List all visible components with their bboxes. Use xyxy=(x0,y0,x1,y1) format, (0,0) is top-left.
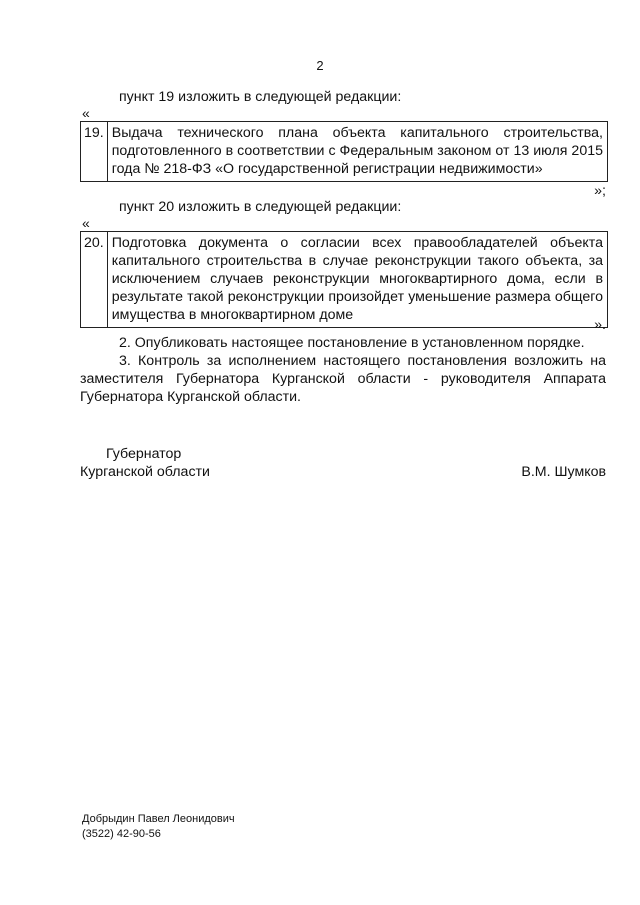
contact-phone: (3522) 42-90-56 xyxy=(82,828,161,840)
item-20-table xyxy=(80,231,608,328)
page-number: 2 xyxy=(316,58,324,73)
item-19-number: 19. xyxy=(81,122,108,182)
paragraph-2: 2. Опубликовать настоящее постановление в установленном порядке. xyxy=(119,335,585,351)
signature-title-line1: Губернатор xyxy=(106,446,182,462)
item-20-number: 20. xyxy=(81,232,108,328)
contact-name: Добрыдин Павел Леонидович xyxy=(82,813,235,825)
item-20-text: Подготовка документа о согласии всех правообладателей объекта капитального строительства в случае реконструкции такого объекта, за исключением случаев реконструкции многоквартирного дома, если в результате такой реконструкции произойдет уменьшение размера общего имущества в многоквартирном доме xyxy=(107,232,607,328)
item-20-close-quote: ». xyxy=(594,317,606,333)
table-row xyxy=(81,232,608,328)
item-19-table xyxy=(80,121,608,182)
item-20-open-quote: « xyxy=(82,215,90,231)
paragraph-3: 3. Контроль за исполнением настоящего постановления возложить на заместителя Губернатора Курганской области - руководителя Аппарата Губернатора Курганской области. xyxy=(80,353,606,405)
signature-name: В.М. Шумков xyxy=(521,464,606,480)
table-row xyxy=(81,122,608,182)
signature-title-line2: Курганской области xyxy=(80,464,210,480)
item-19-intro: пункт 19 изложить в следующей редакции: xyxy=(119,89,402,105)
item-19-open-quote: « xyxy=(82,105,90,121)
item-20-intro: пункт 20 изложить в следующей редакции: xyxy=(119,199,402,215)
item-19-text: Выдача технического плана объекта капитального строительства, подготовленного в соответствии с Федеральным законом от 13 июля 2015 года № 218-ФЗ «О государственной регистрации недвижимости» xyxy=(107,122,607,182)
item-19-close-quote: »; xyxy=(594,183,606,199)
